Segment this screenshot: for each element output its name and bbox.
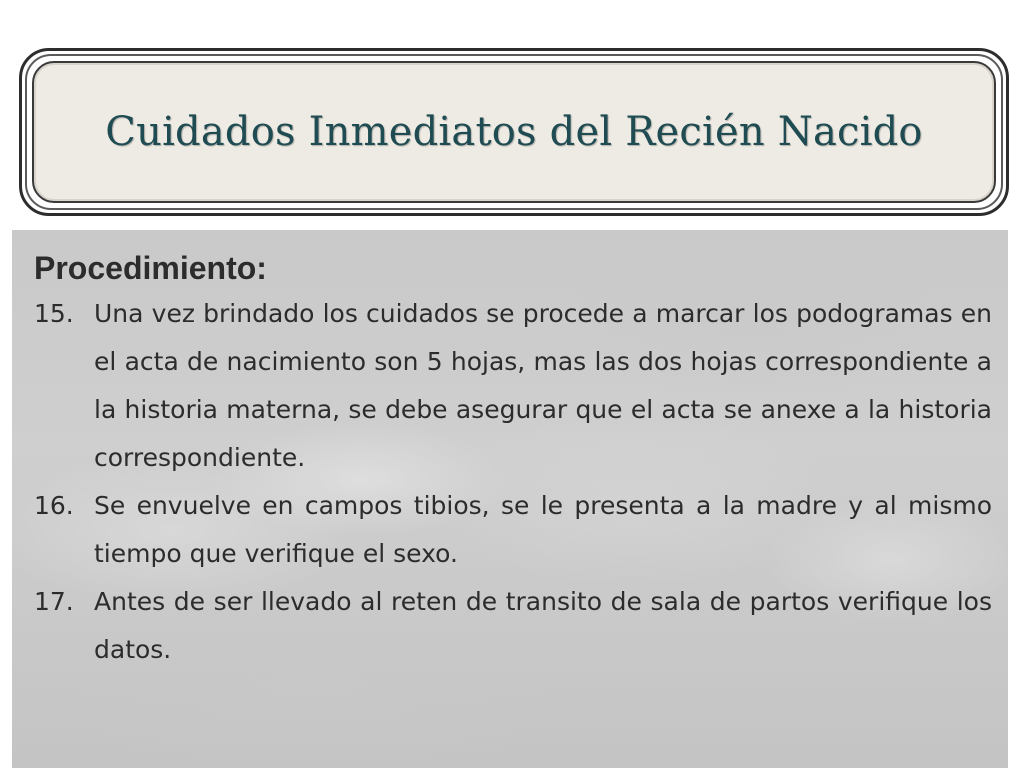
list-item	[34, 578, 992, 674]
slide-title: Cuidados Inmediatos del Recién Nacido	[105, 109, 923, 155]
title-frame	[19, 48, 1009, 216]
list-item-number: 17.	[34, 587, 74, 616]
content-panel	[12, 230, 1008, 768]
title-box	[32, 61, 996, 203]
list-item	[34, 482, 992, 578]
list-item	[34, 290, 992, 482]
list-item-text: Antes de ser llevado al reten de transito de sala de partos verifique los datos.	[94, 587, 992, 664]
text-block	[34, 248, 992, 674]
list-item-text: Una vez brindado los cuidados se procede a marcar los podogramas en el acta de nacimiento son 5 hojas, mas las dos hojas correspondiente a la historia materna, se debe asegurar que el acta se anexe a la historia correspondiente.	[94, 299, 992, 472]
list-item-number: 15.	[34, 299, 74, 328]
list-item-text: Se envuelve en campos tibios, se le presenta a la madre y al mismo tiempo que verifique el sexo.	[94, 491, 992, 568]
list-item-number: 16.	[34, 491, 74, 520]
procedure-heading: Procedimiento:	[34, 250, 267, 286]
